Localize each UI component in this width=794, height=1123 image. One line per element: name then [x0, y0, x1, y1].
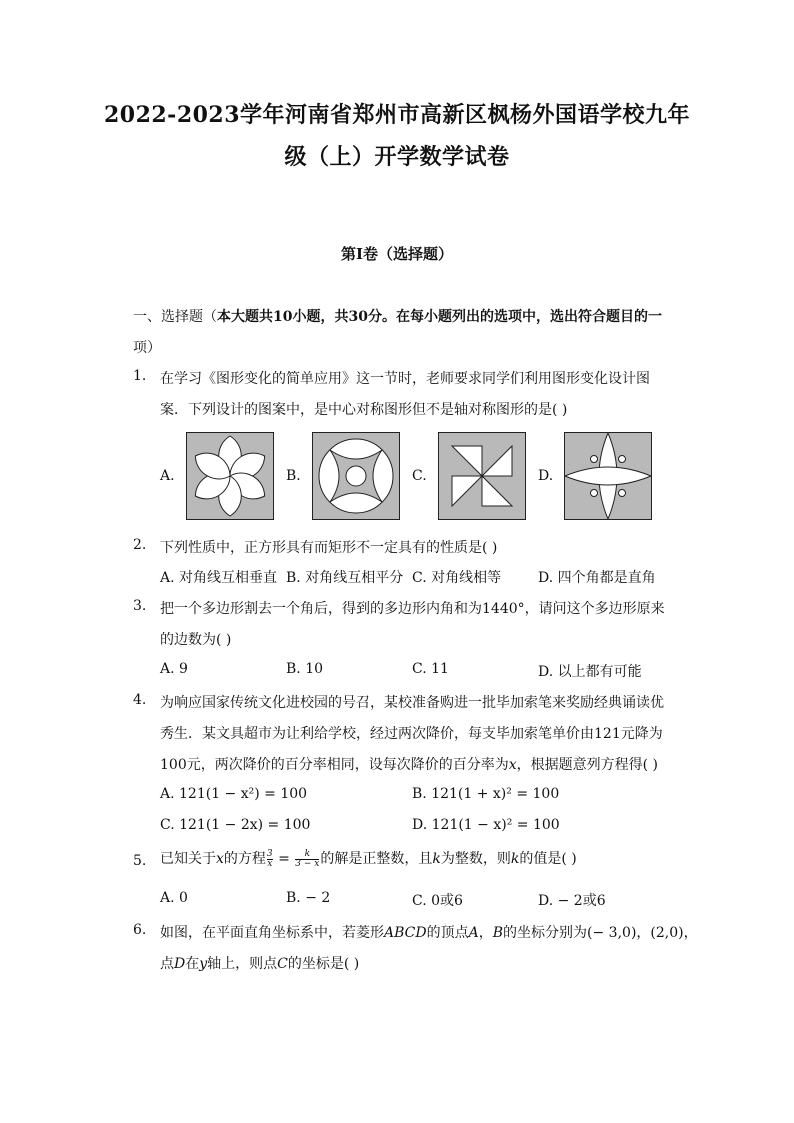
q4-line-3b: ，根据题意列方程得( )	[516, 757, 659, 773]
q1-label-a: A.	[160, 468, 175, 484]
q4-option-b: B. 121(1 + x)² = 100	[412, 786, 560, 802]
q6-point-d: D	[174, 956, 186, 972]
q1-number: 1.	[133, 368, 147, 384]
q5-fraction-2-den: 3 − x	[295, 858, 320, 869]
q5-text-d: 为整数，则	[440, 851, 511, 867]
flower-figure-a	[186, 432, 274, 520]
part-heading	[133, 306, 662, 326]
q5-var-k-2: k	[510, 851, 520, 867]
q5-fraction-1-num: 3	[266, 848, 273, 859]
q5-fraction-1-den: x	[267, 858, 273, 869]
q2-number: 2.	[133, 537, 147, 553]
q6-line-2	[160, 953, 359, 973]
q6-point-c: C	[277, 956, 288, 972]
q5-option-b: B. − 2	[286, 890, 331, 906]
q4-line-1: 为响应国家传统文化进校园的号召，某校准备购进一批毕加索笔来奖励经典诵读优	[160, 695, 664, 711]
q6-number: 6.	[133, 922, 147, 938]
q4-option-a: A. 121(1 − x²) = 100	[160, 786, 308, 802]
q2-option-a: A. 对角线互相垂直	[160, 570, 278, 586]
q5-number: 5.	[133, 853, 147, 869]
q5-text-a: 已知关于	[160, 851, 216, 867]
part-prefix: 一、选择题（	[133, 309, 217, 325]
q5-text-b: 的方程	[223, 851, 266, 867]
section-heading: 第Ⅰ卷（选择题）	[340, 245, 454, 263]
pinwheel-figure-c	[438, 432, 526, 520]
q4-number: 4.	[133, 692, 147, 708]
q3-option-d: D. 以上都有可能	[538, 664, 642, 680]
q2-stem: 下列性质中，正方形具有而矩形不一定具有的性质是( )	[160, 540, 498, 556]
q5-text-c: 的解是正整数，且	[320, 851, 433, 867]
q3-option-a: A. 9	[160, 661, 188, 677]
q4-option-c: C. 121(1 − 2x) = 100	[160, 817, 311, 833]
q3-option-c: C. 11	[412, 661, 449, 677]
coin-figure-b	[312, 432, 400, 520]
part-bold: 本大题共10小题，共30分。在每小题列出的选项中，选出符合题目的一	[217, 309, 662, 325]
q5-option-c: C. 0或6	[412, 893, 463, 909]
q6-text-2c: 轴上，则点	[207, 956, 278, 972]
q5-fraction-2-num: k	[304, 848, 311, 859]
q5-stem	[160, 848, 577, 869]
q5-equals: =	[273, 851, 295, 867]
q4-line-3	[160, 754, 658, 774]
q1-label-c: C.	[412, 468, 427, 484]
q6-axis-y: y	[199, 956, 208, 972]
q3-line-2: 的边数为( )	[160, 632, 232, 648]
q4-line-3a: 100元，两次降价的百分率相同，设每次降价的百分率为	[160, 757, 509, 773]
q3-option-b: B. 10	[286, 661, 324, 677]
q2-option-c: C. 对角线相等	[412, 570, 502, 586]
title-line-1: 2022-2023学年河南省郑州市高新区枫杨外国语学校九年	[103, 102, 691, 128]
q6-comma: ，	[478, 925, 493, 941]
q3-line-1: 把一个多边形割去一个角后，得到的多边形内角和为1440°，请问这个多边形原来	[160, 601, 665, 617]
q5-option-a: A. 0	[160, 890, 188, 906]
q5-fraction-1	[267, 850, 273, 869]
q4-variable-x: x	[508, 757, 517, 773]
q2-option-d: D. 四个角都是直角	[538, 570, 656, 586]
title-line-2: 级（上）开学数学试卷	[284, 144, 510, 170]
q6-point-b: B	[492, 925, 504, 941]
q6-text-2b: 在	[185, 956, 200, 972]
q3-number: 3.	[133, 598, 147, 614]
q1-label-d: D.	[538, 468, 554, 484]
q5-text-e: 的值是( )	[519, 851, 577, 867]
part-heading-line-2: 项）	[133, 340, 161, 356]
q4-line-2: 秀生．某文具超市为让利给学校，经过两次降价，每支毕加索笔单价由121元降为	[160, 726, 663, 742]
q6-text-2d: 的坐标是( )	[287, 956, 360, 972]
q1-line-2: 案．下列设计的图案中，是中心对称图形但不是轴对称图形的是( )	[160, 402, 568, 418]
q5-var-k-1: k	[432, 851, 441, 867]
q1-line-1: 在学习《图形变化的简单应用》这一节时，老师要求同学们利用图形变化设计图	[160, 371, 650, 387]
q6-text-1c: 的坐标分别为(− 3,0)，(2,0)，	[503, 925, 698, 941]
q1-label-b: B.	[286, 468, 301, 484]
q5-fraction-2	[295, 850, 319, 869]
q6-abcd: ABCD	[384, 925, 427, 941]
leaf-figure-d	[564, 432, 652, 520]
q6-point-a: A	[468, 925, 479, 941]
q6-text-2a: 点	[160, 956, 174, 972]
q4-option-d: D. 121(1 − x)² = 100	[412, 817, 560, 833]
q5-option-d: D. − 2或6	[538, 893, 606, 909]
q6-text-1b: 的顶点	[426, 925, 469, 941]
q6-line-1	[160, 922, 698, 942]
q2-option-b: B. 对角线互相平分	[286, 570, 404, 586]
q6-text-1a: 如图，在平面直角坐标系中，若菱形	[160, 925, 384, 941]
q5-var-x: x	[216, 851, 224, 867]
